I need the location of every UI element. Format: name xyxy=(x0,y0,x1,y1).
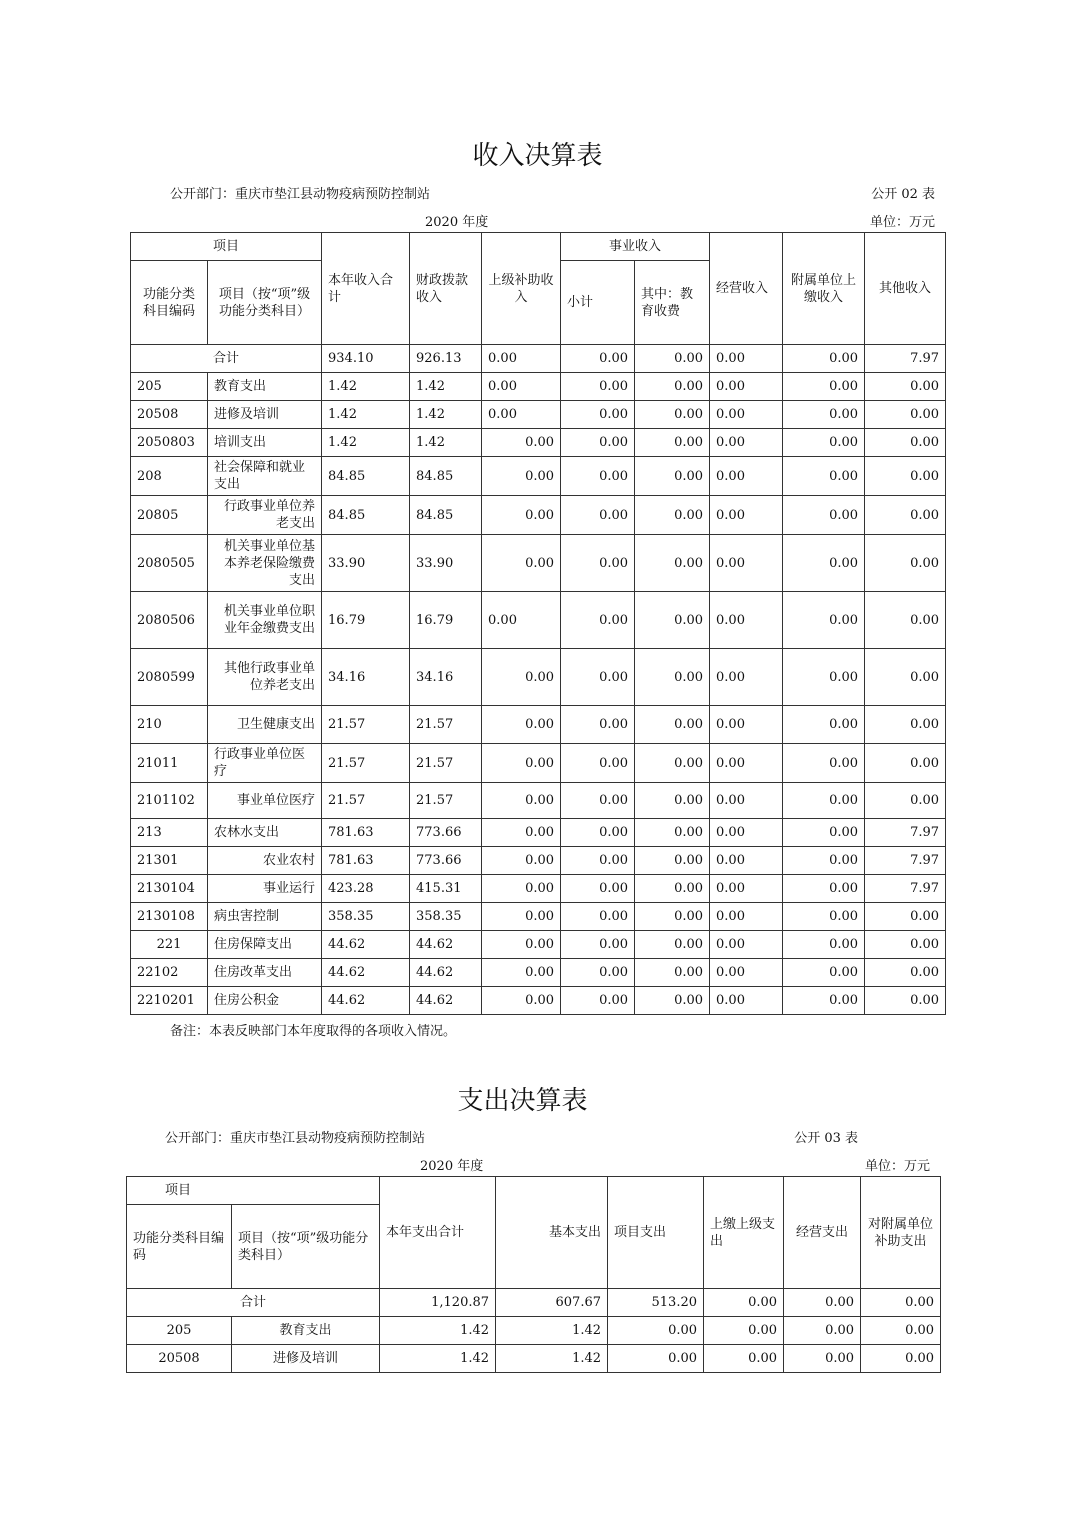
expense-total-label: 合计 xyxy=(127,1289,380,1317)
income-cell-edu: 0.00 xyxy=(635,819,710,847)
income-cell-other: 0.00 xyxy=(865,429,946,457)
income-cell-other: 0.00 xyxy=(865,783,946,819)
expense-header-project-exp: 项目支出 xyxy=(608,1177,704,1289)
income-cell-superior: 0.00 xyxy=(482,959,561,987)
income-cell-superior: 0.00 xyxy=(482,706,561,744)
income-cell-operating: 0.00 xyxy=(710,535,783,592)
income-cell-code: 210 xyxy=(131,706,208,744)
income-cell-name: 事业单位医疗 xyxy=(208,783,322,819)
income-cell-code: 2130104 xyxy=(131,875,208,903)
income-cell-edu: 0.00 xyxy=(635,457,710,496)
expense-total-row xyxy=(127,1289,941,1317)
income-header-fiscal: 财政拨款收入 xyxy=(410,233,482,345)
income-header-total: 本年收入合计 xyxy=(322,233,410,345)
income-cell-fiscal: 84.85 xyxy=(410,457,482,496)
income-header-operating: 经营收入 xyxy=(710,233,783,345)
income-total-label: 合计 xyxy=(131,345,322,373)
income-row xyxy=(131,373,946,401)
income-cell-total: 44.62 xyxy=(322,959,410,987)
income-table xyxy=(130,232,946,1015)
income-cell-edu: 0.00 xyxy=(635,744,710,783)
income-cell-fiscal: 84.85 xyxy=(410,496,482,535)
income-cell-edu: 0.00 xyxy=(635,847,710,875)
income-row xyxy=(131,535,946,592)
income-cell-code: 205 xyxy=(131,373,208,401)
income-cell-fiscal: 21.57 xyxy=(410,744,482,783)
income-cell-affiliated: 0.00 xyxy=(783,429,865,457)
income-cell-superior: 0.00 xyxy=(482,401,561,429)
income-cell-superior: 0.00 xyxy=(482,496,561,535)
income-cell-fiscal: 16.79 xyxy=(410,592,482,649)
income-cell-code: 2050803 xyxy=(131,429,208,457)
income-cell-total: 781.63 xyxy=(322,819,410,847)
income-cell-subtotal: 0.00 xyxy=(561,496,635,535)
income-cell-fiscal: 33.90 xyxy=(410,535,482,592)
expense-header-subsidy: 对附属单位补助支出 xyxy=(861,1177,941,1289)
income-cell-other: 0.00 xyxy=(865,931,946,959)
income-cell-operating: 0.00 xyxy=(710,401,783,429)
income-cell-total: 21.57 xyxy=(322,706,410,744)
income-cell-affiliated: 0.00 xyxy=(783,783,865,819)
income-cell-superior: 0.00 xyxy=(482,847,561,875)
income-cell-name: 农业农村 xyxy=(208,847,322,875)
income-cell-affiliated: 0.00 xyxy=(783,875,865,903)
income-header-affiliated: 附属单位上缴收入 xyxy=(783,233,865,345)
income-cell-affiliated: 0.00 xyxy=(783,401,865,429)
expense-dept: 公开部门：重庆市垫江县动物疫病预防控制站 xyxy=(165,1131,426,1146)
income-cell-superior: 0.00 xyxy=(482,903,561,931)
income-cell-fiscal: 34.16 xyxy=(410,649,482,706)
income-cell-fiscal: 44.62 xyxy=(410,987,482,1015)
income-cell-edu: 0.00 xyxy=(635,987,710,1015)
income-cell-name: 行政事业单位医疗 xyxy=(208,744,322,783)
income-cell-subtotal: 0.00 xyxy=(561,373,635,401)
income-cell-subtotal: 0.00 xyxy=(561,959,635,987)
income-cell-affiliated: 0.00 xyxy=(783,649,865,706)
income-cell-edu: 0.00 xyxy=(635,649,710,706)
income-cell-fiscal: 1.42 xyxy=(410,429,482,457)
income-title: 收入决算表 xyxy=(472,141,603,171)
income-cell-subtotal: 0.00 xyxy=(561,429,635,457)
income-cell-operating: 0.00 xyxy=(710,847,783,875)
income-header-subtotal: 小计 xyxy=(561,261,635,345)
expense-row xyxy=(127,1317,941,1345)
expense-cell-code: 205 xyxy=(127,1317,232,1345)
income-cell-subtotal: 0.00 xyxy=(561,819,635,847)
income-cell-total: 21.57 xyxy=(322,783,410,819)
income-cell-code: 2080599 xyxy=(131,649,208,706)
expense-total-operating: 0.00 xyxy=(784,1289,861,1317)
expense-cell-basic: 1.42 xyxy=(496,1345,608,1373)
income-cell-fiscal: 21.57 xyxy=(410,783,482,819)
expense-table xyxy=(126,1176,941,1373)
expense-row xyxy=(127,1345,941,1373)
income-row xyxy=(131,819,946,847)
income-row xyxy=(131,429,946,457)
expense-cell-name: 教育支出 xyxy=(232,1317,380,1345)
income-table-no: 公开 02 表 xyxy=(871,187,935,202)
income-cell-superior: 0.00 xyxy=(482,783,561,819)
income-cell-subtotal: 0.00 xyxy=(561,706,635,744)
income-cell-other: 0.00 xyxy=(865,987,946,1015)
income-cell-operating: 0.00 xyxy=(710,496,783,535)
expense-cell-remit: 0.00 xyxy=(704,1345,784,1373)
income-row xyxy=(131,706,946,744)
income-cell-name: 其他行政事业单位养老支出 xyxy=(208,649,322,706)
income-total-operating: 0.00 xyxy=(710,345,783,373)
income-cell-operating: 0.00 xyxy=(710,783,783,819)
income-row xyxy=(131,847,946,875)
income-total-superior: 0.00 xyxy=(482,345,561,373)
income-cell-code: 221 xyxy=(131,931,208,959)
income-cell-operating: 0.00 xyxy=(710,373,783,401)
income-cell-superior: 0.00 xyxy=(482,744,561,783)
income-total-edu: 0.00 xyxy=(635,345,710,373)
income-row xyxy=(131,875,946,903)
income-cell-name: 培训支出 xyxy=(208,429,322,457)
income-cell-subtotal: 0.00 xyxy=(561,987,635,1015)
expense-cell-code: 20508 xyxy=(127,1345,232,1373)
expense-cell-total: 1.42 xyxy=(380,1345,496,1373)
income-cell-fiscal: 44.62 xyxy=(410,931,482,959)
income-cell-other: 7.97 xyxy=(865,875,946,903)
income-cell-name: 进修及培训 xyxy=(208,401,322,429)
income-cell-total: 1.42 xyxy=(322,429,410,457)
income-cell-other: 0.00 xyxy=(865,535,946,592)
income-cell-subtotal: 0.00 xyxy=(561,744,635,783)
income-cell-name: 住房改革支出 xyxy=(208,959,322,987)
expense-title: 支出决算表 xyxy=(457,1086,588,1116)
income-cell-name: 行政事业单位养老支出 xyxy=(208,496,322,535)
income-cell-other: 0.00 xyxy=(865,373,946,401)
expense-cell-operating: 0.00 xyxy=(784,1345,861,1373)
income-cell-operating: 0.00 xyxy=(710,457,783,496)
income-cell-name: 卫生健康支出 xyxy=(208,706,322,744)
income-header-edu-fee: 其中：教育收费 xyxy=(635,261,710,345)
income-row xyxy=(131,496,946,535)
income-cell-superior: 0.00 xyxy=(482,931,561,959)
income-cell-total: 21.57 xyxy=(322,744,410,783)
income-cell-operating: 0.00 xyxy=(710,959,783,987)
income-cell-other: 7.97 xyxy=(865,847,946,875)
income-cell-subtotal: 0.00 xyxy=(561,783,635,819)
income-cell-name: 社会保障和就业支出 xyxy=(208,457,322,496)
income-cell-fiscal: 1.42 xyxy=(410,373,482,401)
income-unit: 单位：万元 xyxy=(869,215,935,230)
expense-header-name: 项目（按“项”级功能分类科目） xyxy=(232,1205,380,1289)
income-header-other: 其他收入 xyxy=(865,233,946,345)
income-cell-edu: 0.00 xyxy=(635,373,710,401)
income-cell-other: 0.00 xyxy=(865,592,946,649)
income-cell-code: 20805 xyxy=(131,496,208,535)
income-header-career: 事业收入 xyxy=(561,233,710,261)
income-cell-code: 2101102 xyxy=(131,783,208,819)
expense-cell-remit: 0.00 xyxy=(704,1317,784,1345)
income-cell-fiscal: 358.35 xyxy=(410,903,482,931)
income-cell-affiliated: 0.00 xyxy=(783,819,865,847)
income-cell-total: 1.42 xyxy=(322,401,410,429)
income-cell-affiliated: 0.00 xyxy=(783,535,865,592)
income-total-fiscal: 926.13 xyxy=(410,345,482,373)
income-cell-edu: 0.00 xyxy=(635,931,710,959)
income-cell-affiliated: 0.00 xyxy=(783,744,865,783)
income-cell-fiscal: 415.31 xyxy=(410,875,482,903)
income-cell-superior: 0.00 xyxy=(482,649,561,706)
income-cell-code: 2080505 xyxy=(131,535,208,592)
income-cell-code: 213 xyxy=(131,819,208,847)
income-cell-total: 34.16 xyxy=(322,649,410,706)
expense-header-remit: 上缴上级支出 xyxy=(704,1177,784,1289)
income-total-total: 934.10 xyxy=(322,345,410,373)
income-cell-operating: 0.00 xyxy=(710,875,783,903)
expense-cell-project-exp: 0.00 xyxy=(608,1345,704,1373)
expense-header-operating: 经营支出 xyxy=(784,1177,861,1289)
income-cell-code: 2080506 xyxy=(131,592,208,649)
income-cell-affiliated: 0.00 xyxy=(783,931,865,959)
expense-cell-subsidy: 0.00 xyxy=(861,1345,941,1373)
expense-total-basic: 607.67 xyxy=(496,1289,608,1317)
income-cell-code: 2130108 xyxy=(131,903,208,931)
income-cell-name: 住房公积金 xyxy=(208,987,322,1015)
income-header-name: 项目（按“项”级功能分类科目） xyxy=(208,261,322,345)
income-cell-subtotal: 0.00 xyxy=(561,401,635,429)
income-cell-subtotal: 0.00 xyxy=(561,903,635,931)
income-cell-superior: 0.00 xyxy=(482,987,561,1015)
income-row xyxy=(131,903,946,931)
income-cell-affiliated: 0.00 xyxy=(783,496,865,535)
income-cell-subtotal: 0.00 xyxy=(561,457,635,496)
income-cell-edu: 0.00 xyxy=(635,496,710,535)
income-dept: 公开部门：重庆市垫江县动物疫病预防控制站 xyxy=(170,187,431,202)
income-cell-subtotal: 0.00 xyxy=(561,592,635,649)
income-cell-edu: 0.00 xyxy=(635,429,710,457)
expense-cell-total: 1.42 xyxy=(380,1317,496,1345)
income-cell-total: 44.62 xyxy=(322,987,410,1015)
income-row xyxy=(131,987,946,1015)
income-cell-fiscal: 44.62 xyxy=(410,959,482,987)
income-cell-affiliated: 0.00 xyxy=(783,847,865,875)
income-cell-affiliated: 0.00 xyxy=(783,987,865,1015)
income-note: 备注：本表反映部门本年度取得的各项收入情况。 xyxy=(170,1024,457,1039)
income-cell-operating: 0.00 xyxy=(710,706,783,744)
income-cell-affiliated: 0.00 xyxy=(783,959,865,987)
income-cell-edu: 0.00 xyxy=(635,592,710,649)
income-cell-subtotal: 0.00 xyxy=(561,535,635,592)
income-cell-name: 机关事业单位基本养老保险缴费支出 xyxy=(208,535,322,592)
expense-cell-name: 进修及培训 xyxy=(232,1345,380,1373)
income-cell-fiscal: 1.42 xyxy=(410,401,482,429)
expense-total-project-exp: 513.20 xyxy=(608,1289,704,1317)
expense-cell-project-exp: 0.00 xyxy=(608,1317,704,1345)
income-cell-code: 20508 xyxy=(131,401,208,429)
income-cell-other: 0.00 xyxy=(865,903,946,931)
income-row xyxy=(131,931,946,959)
income-cell-affiliated: 0.00 xyxy=(783,903,865,931)
income-cell-code: 21301 xyxy=(131,847,208,875)
income-cell-superior: 0.00 xyxy=(482,457,561,496)
income-cell-name: 事业运行 xyxy=(208,875,322,903)
income-cell-other: 0.00 xyxy=(865,706,946,744)
income-cell-edu: 0.00 xyxy=(635,401,710,429)
income-year: 2020 年度 xyxy=(425,215,489,230)
income-cell-subtotal: 0.00 xyxy=(561,931,635,959)
income-cell-operating: 0.00 xyxy=(710,903,783,931)
income-cell-operating: 0.00 xyxy=(710,649,783,706)
income-cell-total: 16.79 xyxy=(322,592,410,649)
income-cell-name: 住房保障支出 xyxy=(208,931,322,959)
income-cell-total: 1.42 xyxy=(322,373,410,401)
income-cell-subtotal: 0.00 xyxy=(561,649,635,706)
income-cell-operating: 0.00 xyxy=(710,987,783,1015)
income-total-other: 7.97 xyxy=(865,345,946,373)
expense-total-remit: 0.00 xyxy=(704,1289,784,1317)
income-cell-other: 0.00 xyxy=(865,744,946,783)
income-cell-operating: 0.00 xyxy=(710,744,783,783)
income-total-row xyxy=(131,345,946,373)
income-cell-edu: 0.00 xyxy=(635,903,710,931)
income-row xyxy=(131,457,946,496)
income-cell-code: 21011 xyxy=(131,744,208,783)
income-cell-superior: 0.00 xyxy=(482,875,561,903)
income-cell-code: 208 xyxy=(131,457,208,496)
income-cell-operating: 0.00 xyxy=(710,931,783,959)
expense-header-code: 功能分类科目编码 xyxy=(127,1205,232,1289)
income-cell-total: 84.85 xyxy=(322,496,410,535)
income-cell-total: 33.90 xyxy=(322,535,410,592)
income-cell-other: 0.00 xyxy=(865,457,946,496)
income-cell-edu: 0.00 xyxy=(635,783,710,819)
income-cell-other: 0.00 xyxy=(865,496,946,535)
income-header-code: 功能分类科目编码 xyxy=(131,261,208,345)
income-cell-operating: 0.00 xyxy=(710,429,783,457)
income-cell-operating: 0.00 xyxy=(710,819,783,847)
expense-total-subsidy: 0.00 xyxy=(861,1289,941,1317)
income-header-superior: 上级补助收入 xyxy=(482,233,561,345)
expense-header-basic: 基本支出 xyxy=(496,1177,608,1289)
income-cell-affiliated: 0.00 xyxy=(783,592,865,649)
expense-header-total: 本年支出合计 xyxy=(380,1177,496,1289)
expense-year: 2020 年度 xyxy=(420,1159,484,1174)
income-row xyxy=(131,649,946,706)
income-cell-total: 781.63 xyxy=(322,847,410,875)
income-cell-other: 0.00 xyxy=(865,401,946,429)
income-cell-subtotal: 0.00 xyxy=(561,847,635,875)
income-cell-affiliated: 0.00 xyxy=(783,706,865,744)
income-cell-fiscal: 21.57 xyxy=(410,706,482,744)
income-cell-edu: 0.00 xyxy=(635,875,710,903)
income-cell-affiliated: 0.00 xyxy=(783,373,865,401)
income-cell-other: 0.00 xyxy=(865,959,946,987)
income-cell-total: 84.85 xyxy=(322,457,410,496)
expense-total-total: 1,120.87 xyxy=(380,1289,496,1317)
income-cell-operating: 0.00 xyxy=(710,592,783,649)
income-cell-name: 病虫害控制 xyxy=(208,903,322,931)
income-cell-superior: 0.00 xyxy=(482,819,561,847)
income-cell-name: 农林水支出 xyxy=(208,819,322,847)
income-cell-edu: 0.00 xyxy=(635,535,710,592)
expense-cell-operating: 0.00 xyxy=(784,1317,861,1345)
income-cell-affiliated: 0.00 xyxy=(783,457,865,496)
income-cell-superior: 0.00 xyxy=(482,373,561,401)
income-cell-subtotal: 0.00 xyxy=(561,875,635,903)
income-cell-code: 2210201 xyxy=(131,987,208,1015)
expense-cell-basic: 1.42 xyxy=(496,1317,608,1345)
income-total-subtotal: 0.00 xyxy=(561,345,635,373)
income-header-project: 项目 xyxy=(131,233,322,261)
income-cell-edu: 0.00 xyxy=(635,706,710,744)
expense-cell-subsidy: 0.00 xyxy=(861,1317,941,1345)
expense-table-no: 公开 03 表 xyxy=(794,1131,858,1146)
income-row xyxy=(131,744,946,783)
income-cell-name: 教育支出 xyxy=(208,373,322,401)
income-cell-fiscal: 773.66 xyxy=(410,819,482,847)
income-cell-superior: 0.00 xyxy=(482,535,561,592)
expense-unit: 单位：万元 xyxy=(864,1159,930,1174)
income-cell-superior: 0.00 xyxy=(482,429,561,457)
income-cell-name: 机关事业单位职业年金缴费支出 xyxy=(208,592,322,649)
income-cell-total: 44.62 xyxy=(322,931,410,959)
income-cell-superior: 0.00 xyxy=(482,592,561,649)
income-cell-fiscal: 773.66 xyxy=(410,847,482,875)
expense-header-project: 项目 xyxy=(127,1177,380,1205)
income-row xyxy=(131,959,946,987)
income-cell-total: 358.35 xyxy=(322,903,410,931)
income-row xyxy=(131,592,946,649)
income-row xyxy=(131,401,946,429)
income-row xyxy=(131,783,946,819)
income-cell-other: 7.97 xyxy=(865,819,946,847)
income-cell-other: 0.00 xyxy=(865,649,946,706)
income-total-affiliated: 0.00 xyxy=(783,345,865,373)
income-cell-code: 22102 xyxy=(131,959,208,987)
income-cell-edu: 0.00 xyxy=(635,959,710,987)
income-cell-total: 423.28 xyxy=(322,875,410,903)
